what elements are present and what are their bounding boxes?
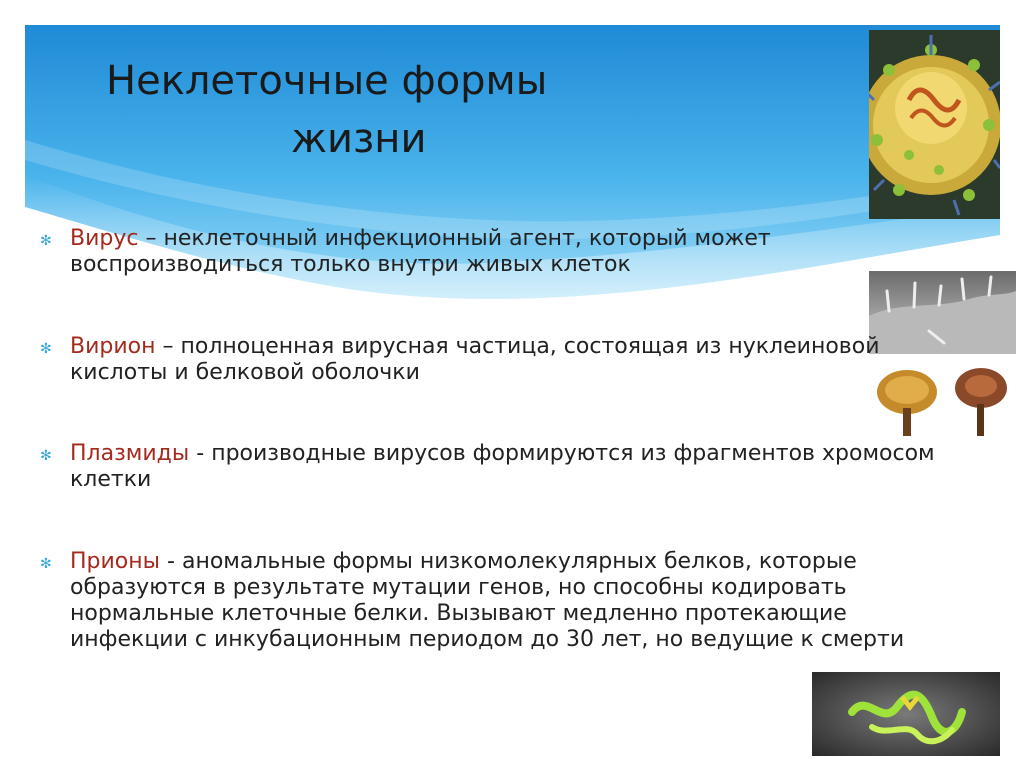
term-virus: Вирус: [70, 226, 139, 251]
asterisk-icon: ✻: [40, 556, 52, 572]
term-prions: Прионы: [70, 549, 161, 574]
virus-illustration: [869, 30, 1000, 219]
prion-protein-illustration: [812, 672, 1000, 756]
definition-plasmids: - производные вирусов формируются из фрагментов хромосом клетки: [70, 441, 935, 492]
title-line-2: жизни: [291, 116, 427, 162]
title-line-1: Неклеточные формы: [106, 58, 548, 104]
asterisk-icon: ✻: [40, 341, 52, 357]
list-item-virion: [40, 334, 970, 386]
term-plasmids: Плазмиды: [70, 441, 190, 466]
definition-virion: – полноценная вирусная частица, состоящая из нуклеиновой кислоты и белковой оболочки: [70, 334, 880, 385]
asterisk-icon: ✻: [40, 448, 52, 464]
asterisk-icon: ✻: [40, 233, 52, 249]
list-item-plasmids: [40, 441, 970, 493]
definition-list: [40, 226, 970, 653]
list-item-virus: [40, 226, 970, 278]
term-virion: Вирион: [70, 334, 156, 359]
list-item-prions: [40, 549, 970, 653]
definition-virus: – неклеточный инфекционный агент, который может воспроизводиться только внутри живых клеток: [70, 226, 771, 277]
slide-title: [106, 52, 706, 168]
definition-prions: - аномальные формы низкомолекулярных белков, которые образуются в результате мутации генов, но способны кодировать нормальные клеточные белки. Вызывают медленно протекающие инфекции с инкубационным периодом до 30 лет, но ведущие к смерти: [70, 549, 905, 652]
